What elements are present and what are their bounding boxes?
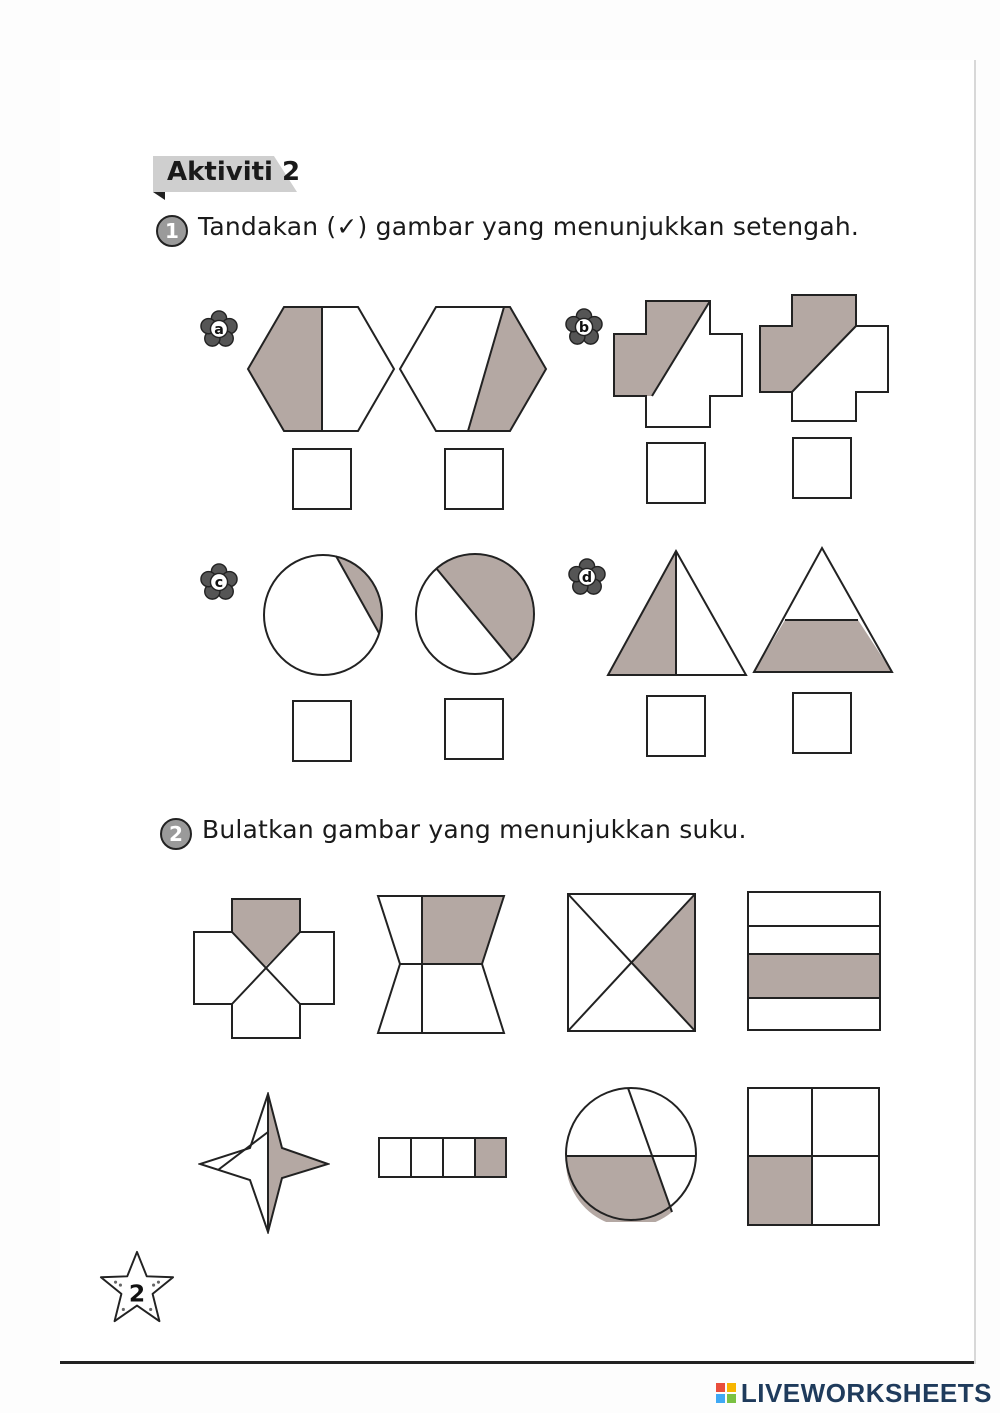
question-2-instruction: Bulatkan gambar yang menunjukkan suku. [202,815,747,844]
checkbox-b1[interactable] [646,442,706,504]
hexagon-diagonal-part [398,305,548,433]
label-c: c [214,574,224,591]
label-a: a [214,321,224,338]
checkbox-d2[interactable] [792,692,852,754]
square-x-quarter [566,892,698,1034]
checkbox-b2[interactable] [792,437,852,499]
stripes-one-of-four [746,890,882,1032]
page-number-star [98,1248,176,1328]
star-half [198,1092,330,1234]
liveworksheets-footer [715,1378,992,1409]
footer-brand: LIVEWORKSHEETS [740,1378,992,1408]
label-b: b [578,319,590,336]
label-b-flower-icon [565,308,603,346]
checkbox-c1[interactable] [292,700,352,762]
circle-diagonal-half [414,552,536,676]
checkbox-a1[interactable] [292,448,352,510]
checkbox-a2[interactable] [444,448,504,510]
bar-one-of-four [377,1136,509,1180]
cross-corner-part [758,292,890,424]
title-tab-tail [153,192,165,200]
cross-diagonal-half [612,298,744,430]
question-1-instruction: Tandakan (✓) gambar yang menunjukkan setengah. [198,212,860,241]
square-quarter [746,1086,882,1228]
hourglass-quarter [376,894,508,1036]
liveworksheets-logo-icon [715,1382,737,1404]
label-c-flower-icon [200,563,238,601]
checkbox-c2[interactable] [444,698,504,760]
page-number: 2 [128,1279,146,1308]
triangle-middle-band [752,545,894,675]
circle-unequal-parts [564,1086,698,1222]
circle-small-segment [262,553,384,677]
label-d: d [581,569,593,586]
triangle-half-vertical [606,548,748,678]
label-d-flower-icon [568,558,606,596]
label-a-flower-icon [200,310,238,348]
question-2-badge: 2 [160,818,192,850]
plus-quarter [192,897,338,1041]
hexagon-half-vertical [246,305,396,433]
activity-title: Aktiviti 2 [167,157,301,187]
question-1-badge: 1 [156,215,188,247]
checkbox-d1[interactable] [646,695,706,757]
bottom-rule [60,1361,974,1364]
